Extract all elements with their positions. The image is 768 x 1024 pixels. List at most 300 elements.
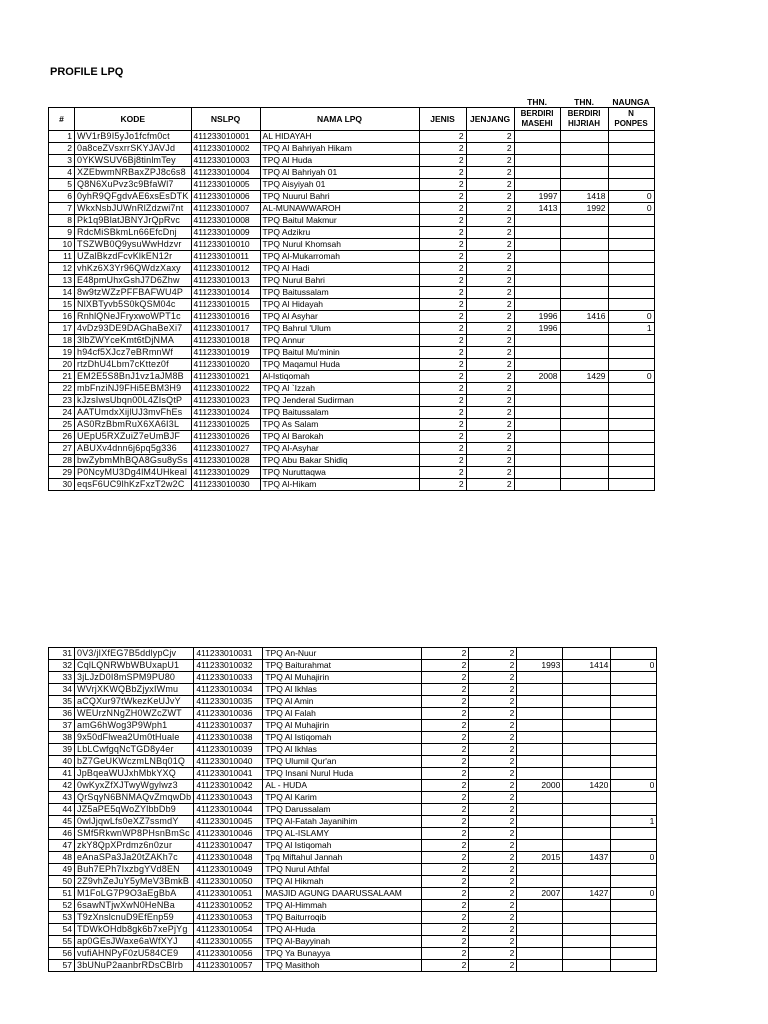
cell-nslpq: 411233010003 <box>191 155 260 167</box>
cell-nslpq: 411233010049 <box>194 864 263 876</box>
cell-jenis: 2 <box>422 960 469 972</box>
cell-masehi <box>517 948 563 960</box>
header-thn-masehi-top: THN. <box>527 97 547 107</box>
cell-nslpq: 411233010021 <box>191 371 260 383</box>
cell-nslpq: 411233010056 <box>194 948 263 960</box>
table-row <box>49 852 657 864</box>
cell-masehi <box>514 179 560 191</box>
cell-masehi <box>514 431 560 443</box>
cell-no: 21 <box>49 371 75 383</box>
cell-jenis: 2 <box>422 804 469 816</box>
cell-kode: TSZWB0Q9ysuWwHdzvr <box>75 239 192 251</box>
table-row <box>49 780 657 792</box>
cell-ponpes: 0 <box>608 203 654 215</box>
cell-nama: TPQ Al Asyhar <box>260 311 419 323</box>
cell-masehi <box>514 167 560 179</box>
cell-no: 54 <box>49 924 75 936</box>
cell-nama: TPQ Baitul Makmur <box>260 215 419 227</box>
cell-ponpes <box>608 443 654 455</box>
cell-no: 44 <box>49 804 75 816</box>
cell-jenjang: 2 <box>466 215 514 227</box>
cell-no: 28 <box>49 455 75 467</box>
table-row <box>49 239 655 251</box>
lpq-table-2 <box>48 647 657 972</box>
cell-jenjang: 2 <box>469 744 517 756</box>
cell-jenis: 2 <box>422 672 469 684</box>
cell-nama: TPQ Al Amin <box>263 696 422 708</box>
cell-kode: mbFnziNJ9FHi5EBM3H9 <box>75 383 192 395</box>
cell-jenis: 2 <box>419 239 466 251</box>
cell-jenis: 2 <box>419 179 466 191</box>
cell-masehi: 2015 <box>517 852 563 864</box>
cell-kode: 8w9tzWZzPFFBAFWU4P <box>75 287 192 299</box>
cell-kode: XZEbwmNRBaxZPJ8c6s8 <box>75 167 192 179</box>
cell-jenjang: 2 <box>466 191 514 203</box>
cell-no: 43 <box>49 792 75 804</box>
cell-masehi <box>517 696 563 708</box>
cell-ponpes <box>608 263 654 275</box>
cell-hijriah <box>563 720 611 732</box>
table-row <box>49 143 655 155</box>
cell-masehi <box>514 335 560 347</box>
cell-kode: CqlLQNRWbWBUxapU1 <box>75 660 194 672</box>
cell-hijriah <box>563 840 611 852</box>
cell-jenis: 2 <box>422 792 469 804</box>
cell-nama: TPQ AL-ISLAMY <box>263 828 422 840</box>
cell-hijriah <box>563 900 611 912</box>
cell-ponpes: 0 <box>608 311 654 323</box>
cell-jenjang: 2 <box>469 924 517 936</box>
cell-hijriah <box>560 239 608 251</box>
cell-kode: amG6hWog3P9Wph1 <box>75 720 194 732</box>
cell-nama: MASJID AGUNG DAARUSSALAAM <box>263 888 422 900</box>
cell-jenjang: 2 <box>469 828 517 840</box>
cell-kode: 0wlJjqwLfs0eXZ7ssmdY <box>75 816 194 828</box>
cell-hijriah <box>560 227 608 239</box>
cell-jenis: 2 <box>422 744 469 756</box>
cell-no: 34 <box>49 684 75 696</box>
cell-nslpq: 411233010048 <box>194 852 263 864</box>
cell-ponpes <box>611 696 657 708</box>
cell-hijriah <box>563 756 611 768</box>
cell-nslpq: 411233010046 <box>194 828 263 840</box>
cell-kode: Pk1q9BlatJBNYJrQpRvc <box>75 215 192 227</box>
cell-masehi <box>514 215 560 227</box>
table-row <box>49 131 655 143</box>
table-row <box>49 876 657 888</box>
cell-jenjang: 2 <box>466 383 514 395</box>
cell-hijriah <box>560 131 608 143</box>
cell-no: 52 <box>49 900 75 912</box>
table-row <box>49 816 657 828</box>
table-row <box>49 479 655 491</box>
cell-nama: TPQ Al Ikhlas <box>263 684 422 696</box>
cell-hijriah <box>563 708 611 720</box>
cell-no: 14 <box>49 287 75 299</box>
cell-nama: TPQ Baitussalam <box>260 287 419 299</box>
cell-jenis: 2 <box>422 864 469 876</box>
cell-nslpq: 411233010007 <box>191 203 260 215</box>
table-row <box>49 311 655 323</box>
cell-no: 20 <box>49 359 75 371</box>
cell-masehi <box>517 840 563 852</box>
cell-kode: P0NcyMU3Dg4lM4UHkeal <box>75 467 192 479</box>
cell-nama: TPQ Al Hidayah <box>260 299 419 311</box>
cell-nslpq: 411233010027 <box>191 443 260 455</box>
cell-kode: 0YKWSUV6Bj8tinlmTey <box>75 155 192 167</box>
cell-nama: TPQ Aisyiyah 01 <box>260 179 419 191</box>
cell-hijriah: 1992 <box>560 203 608 215</box>
cell-no: 4 <box>49 167 75 179</box>
cell-jenjang: 2 <box>466 155 514 167</box>
table-row <box>49 828 657 840</box>
cell-hijriah <box>563 672 611 684</box>
cell-jenis: 2 <box>422 828 469 840</box>
cell-nslpq: 411233010051 <box>194 888 263 900</box>
header-thn-hijriah: BERDIRI HIJRIAH <box>560 108 608 131</box>
cell-nslpq: 411233010045 <box>194 816 263 828</box>
cell-kode: ABUXv4dnn6j6pq5g336 <box>75 443 192 455</box>
cell-nslpq: 411233010057 <box>194 960 263 972</box>
cell-hijriah <box>560 443 608 455</box>
table-row <box>49 179 655 191</box>
cell-hijriah <box>563 816 611 828</box>
cell-hijriah <box>560 479 608 491</box>
cell-hijriah: 1420 <box>563 780 611 792</box>
cell-no: 38 <box>49 732 75 744</box>
cell-masehi <box>514 407 560 419</box>
cell-ponpes <box>608 395 654 407</box>
cell-kode: TDWkOHdb8gk6b7xePjYg <box>75 924 194 936</box>
cell-jenjang: 2 <box>469 888 517 900</box>
cell-jenis: 2 <box>419 167 466 179</box>
cell-nslpq: 411233010022 <box>191 383 260 395</box>
cell-no: 26 <box>49 431 75 443</box>
cell-kode: T9zXnslcnuD9EfEnp59 <box>75 912 194 924</box>
cell-hijriah <box>560 263 608 275</box>
cell-no: 25 <box>49 419 75 431</box>
page-title: PROFILE LPQ <box>50 66 124 78</box>
cell-no: 50 <box>49 876 75 888</box>
table-row <box>49 347 655 359</box>
cell-jenjang: 2 <box>466 275 514 287</box>
cell-jenis: 2 <box>422 768 469 780</box>
cell-no: 23 <box>49 395 75 407</box>
cell-nama: TPQ Masithoh <box>263 960 422 972</box>
cell-nslpq: 411233010042 <box>194 780 263 792</box>
cell-nama: TPQ Al Istiqomah <box>263 732 422 744</box>
cell-ponpes <box>608 359 654 371</box>
cell-nama: TPQ Baiturroqib <box>263 912 422 924</box>
cell-nama: Tpq Miftahul Jannah <box>263 852 422 864</box>
cell-nslpq: 411233010018 <box>191 335 260 347</box>
cell-kode: 3jLJzD0I8mSPM9PU80 <box>75 672 194 684</box>
cell-jenis: 2 <box>419 335 466 347</box>
cell-masehi: 1997 <box>514 191 560 203</box>
cell-kode: h94cf5XJcz7eBRmnWf <box>75 347 192 359</box>
table-row <box>49 287 655 299</box>
cell-nama: TPQ Ulumil Qur'an <box>263 756 422 768</box>
cell-kode: AATUmdxXijlUJ3mvFhEs <box>75 407 192 419</box>
cell-jenjang: 2 <box>469 816 517 828</box>
cell-no: 56 <box>49 948 75 960</box>
cell-no: 8 <box>49 215 75 227</box>
cell-jenjang: 2 <box>466 311 514 323</box>
cell-no: 32 <box>49 660 75 672</box>
cell-ponpes <box>608 287 654 299</box>
cell-no: 3 <box>49 155 75 167</box>
cell-nama: TPQ Maqamul Huda <box>260 359 419 371</box>
cell-ponpes: 1 <box>608 323 654 335</box>
cell-jenjang: 2 <box>469 720 517 732</box>
cell-ponpes <box>608 143 654 155</box>
cell-nama: TPQ Al-Mukarromah <box>260 251 419 263</box>
cell-nslpq: 411233010044 <box>194 804 263 816</box>
cell-hijriah: 1437 <box>563 852 611 864</box>
header-jenis: JENIS <box>419 108 466 131</box>
cell-jenis: 2 <box>419 455 466 467</box>
cell-jenis: 2 <box>419 383 466 395</box>
cell-ponpes <box>608 479 654 491</box>
cell-jenjang: 2 <box>466 227 514 239</box>
cell-kode: kJzsIwsUbqn00L4ZIsQtP <box>75 395 192 407</box>
cell-hijriah <box>563 792 611 804</box>
cell-no: 55 <box>49 936 75 948</box>
cell-jenis: 2 <box>422 648 469 660</box>
cell-jenjang: 2 <box>466 359 514 371</box>
table-row <box>49 371 655 383</box>
cell-ponpes <box>611 948 657 960</box>
cell-jenjang: 2 <box>466 335 514 347</box>
cell-ponpes <box>611 828 657 840</box>
cell-nslpq: 411233010006 <box>191 191 260 203</box>
cell-masehi <box>514 359 560 371</box>
cell-masehi <box>514 155 560 167</box>
cell-nslpq: 411233010034 <box>194 684 263 696</box>
cell-jenis: 2 <box>422 900 469 912</box>
cell-nslpq: 411233010010 <box>191 239 260 251</box>
cell-hijriah: 1418 <box>560 191 608 203</box>
cell-nslpq: 411233010052 <box>194 900 263 912</box>
cell-kode: 9x50dFlwea2Um0tHuale <box>75 732 194 744</box>
cell-jenjang: 2 <box>466 479 514 491</box>
table-row <box>49 419 655 431</box>
cell-no: 29 <box>49 467 75 479</box>
cell-nama: TPQ Baitul Mu'minin <box>260 347 419 359</box>
table-row <box>49 443 655 455</box>
cell-jenis: 2 <box>419 311 466 323</box>
cell-jenjang: 2 <box>469 672 517 684</box>
cell-no: 40 <box>49 756 75 768</box>
header-naungan-top: NAUNGA <box>612 97 650 107</box>
cell-kode: 3bUNuP2aanbrRDsCBlrb <box>75 960 194 972</box>
cell-ponpes <box>608 275 654 287</box>
cell-masehi <box>514 419 560 431</box>
cell-ponpes <box>608 347 654 359</box>
cell-nama: TPQ Al `Izzah <box>260 383 419 395</box>
cell-nslpq: 411233010013 <box>191 275 260 287</box>
cell-kode: 0V3/jIXfEG7B5ddlypCjv <box>75 648 194 660</box>
cell-kode: Q8N6XuPvz3c9BfaWl7 <box>75 179 192 191</box>
cell-jenjang: 2 <box>466 287 514 299</box>
cell-ponpes: 0 <box>611 888 657 900</box>
cell-jenjang: 2 <box>469 852 517 864</box>
cell-nama: TPQ Al Hikmah <box>263 876 422 888</box>
cell-no: 7 <box>49 203 75 215</box>
cell-hijriah <box>560 359 608 371</box>
cell-masehi <box>514 347 560 359</box>
cell-kode: AS0RzBbmRuX6XA6I3L <box>75 419 192 431</box>
cell-nama: TPQ Abu Bakar Shidiq <box>260 455 419 467</box>
cell-ponpes <box>608 455 654 467</box>
cell-jenis: 2 <box>419 251 466 263</box>
cell-hijriah: 1429 <box>560 371 608 383</box>
cell-masehi <box>517 756 563 768</box>
cell-nama: TPQ Jenderal Sudirman <box>260 395 419 407</box>
cell-hijriah <box>563 936 611 948</box>
cell-ponpes <box>608 167 654 179</box>
cell-no: 47 <box>49 840 75 852</box>
cell-no: 15 <box>49 299 75 311</box>
cell-kode: NlXBTyvb5S0kQSM04c <box>75 299 192 311</box>
header-thn-hijriah-top: THN. <box>574 97 594 107</box>
cell-no: 27 <box>49 443 75 455</box>
cell-nama: TPQ Baiturahmat <box>263 660 422 672</box>
cell-ponpes <box>611 876 657 888</box>
cell-jenjang: 2 <box>466 143 514 155</box>
cell-jenis: 2 <box>422 936 469 948</box>
cell-masehi: 1996 <box>514 323 560 335</box>
table-row <box>49 696 657 708</box>
table-row <box>49 227 655 239</box>
cell-ponpes <box>611 840 657 852</box>
cell-jenis: 2 <box>419 431 466 443</box>
table-row <box>49 732 657 744</box>
cell-masehi <box>514 287 560 299</box>
cell-kode: JZ5aPE5qWoZYlbbDb9 <box>75 804 194 816</box>
cell-nama: TPQ Al Bahriyah Hikam <box>260 143 419 155</box>
cell-hijriah <box>560 407 608 419</box>
cell-hijriah <box>560 419 608 431</box>
cell-nama: AL HIDAYAH <box>260 131 419 143</box>
cell-kode: rtzDhU4Lbm7cKttez0f <box>75 359 192 371</box>
cell-masehi <box>517 864 563 876</box>
table-row <box>49 335 655 347</box>
cell-kode: 3lbZWYceKmt6tDjNMA <box>75 335 192 347</box>
cell-masehi <box>514 299 560 311</box>
cell-no: 2 <box>49 143 75 155</box>
cell-ponpes: 0 <box>611 780 657 792</box>
cell-ponpes <box>608 335 654 347</box>
cell-nama: TPQ Al Muhajirin <box>263 720 422 732</box>
cell-no: 24 <box>49 407 75 419</box>
cell-jenjang: 2 <box>469 696 517 708</box>
cell-kode: WEUrzNNgZH0WZcZWT <box>75 708 194 720</box>
cell-jenjang: 2 <box>466 467 514 479</box>
cell-nslpq: 411233010017 <box>191 323 260 335</box>
cell-nslpq: 411233010005 <box>191 179 260 191</box>
table-row <box>49 467 655 479</box>
header-no: # <box>49 108 75 131</box>
cell-masehi <box>514 227 560 239</box>
table-row <box>49 407 655 419</box>
cell-ponpes <box>611 708 657 720</box>
cell-nslpq: 411233010014 <box>191 287 260 299</box>
cell-ponpes <box>611 672 657 684</box>
cell-nslpq: 411233010023 <box>191 395 260 407</box>
table-row <box>49 684 657 696</box>
table-row <box>49 756 657 768</box>
cell-nama: AL-MUNAWWAROH <box>260 203 419 215</box>
cell-ponpes: 0 <box>611 852 657 864</box>
cell-kode: zkY8QpXPrdmz6n0zur <box>75 840 194 852</box>
cell-masehi <box>517 708 563 720</box>
cell-no: 5 <box>49 179 75 191</box>
cell-ponpes: 0 <box>608 191 654 203</box>
cell-masehi <box>517 720 563 732</box>
cell-hijriah <box>563 864 611 876</box>
cell-jenis: 2 <box>422 816 469 828</box>
cell-nslpq: 411233010004 <box>191 167 260 179</box>
cell-ponpes <box>611 720 657 732</box>
cell-hijriah: 1414 <box>563 660 611 672</box>
cell-nama: TPQ Insani Nurul Huda <box>263 768 422 780</box>
cell-nslpq: 411233010002 <box>191 143 260 155</box>
cell-ponpes <box>611 744 657 756</box>
cell-hijriah <box>560 251 608 263</box>
cell-kode: WkxNsbJUWnRlZdzwi7nt <box>75 203 192 215</box>
cell-jenis: 2 <box>419 215 466 227</box>
cell-nama: TPQ Nuurul Bahri <box>260 191 419 203</box>
cell-masehi: 2000 <box>517 780 563 792</box>
cell-jenjang: 2 <box>466 131 514 143</box>
cell-no: 36 <box>49 708 75 720</box>
cell-hijriah <box>560 383 608 395</box>
cell-hijriah <box>563 696 611 708</box>
cell-kode: bwZybmMhBQA8Gsu8ySs <box>75 455 192 467</box>
cell-kode: aCQXur97tWkezKeUJvY <box>75 696 194 708</box>
cell-no: 49 <box>49 864 75 876</box>
table-row <box>49 840 657 852</box>
cell-masehi <box>517 672 563 684</box>
cell-kode: E48pmUhxGshJ7D6Zhw <box>75 275 192 287</box>
cell-nama: TPQ Al-Huda <box>263 924 422 936</box>
cell-ponpes <box>611 804 657 816</box>
cell-nslpq: 411233010043 <box>194 792 263 804</box>
cell-ponpes <box>611 756 657 768</box>
cell-kode: 6sawNTjwXwN0HeNBa <box>75 900 194 912</box>
cell-no: 18 <box>49 335 75 347</box>
table-row <box>49 359 655 371</box>
cell-kode: LbLCwfgqNcTGD8y4er <box>75 744 194 756</box>
cell-no: 45 <box>49 816 75 828</box>
cell-jenjang: 2 <box>469 780 517 792</box>
cell-nslpq: 411233010035 <box>194 696 263 708</box>
cell-jenjang: 2 <box>469 768 517 780</box>
cell-masehi: 2007 <box>517 888 563 900</box>
cell-kode: EM2E5S8BnJ1vz1aJM8B <box>75 371 192 383</box>
table-row <box>49 888 657 900</box>
cell-nama: AL - HUDA <box>263 780 422 792</box>
cell-no: 12 <box>49 263 75 275</box>
cell-kode: 0yhR9QFgdvAE6xsEsDTK <box>75 191 192 203</box>
cell-no: 48 <box>49 852 75 864</box>
cell-jenjang: 2 <box>466 407 514 419</box>
cell-no: 42 <box>49 780 75 792</box>
cell-no: 53 <box>49 912 75 924</box>
cell-kode: RdcMiSBkmLn66EfcDnj <box>75 227 192 239</box>
cell-jenjang: 2 <box>469 864 517 876</box>
